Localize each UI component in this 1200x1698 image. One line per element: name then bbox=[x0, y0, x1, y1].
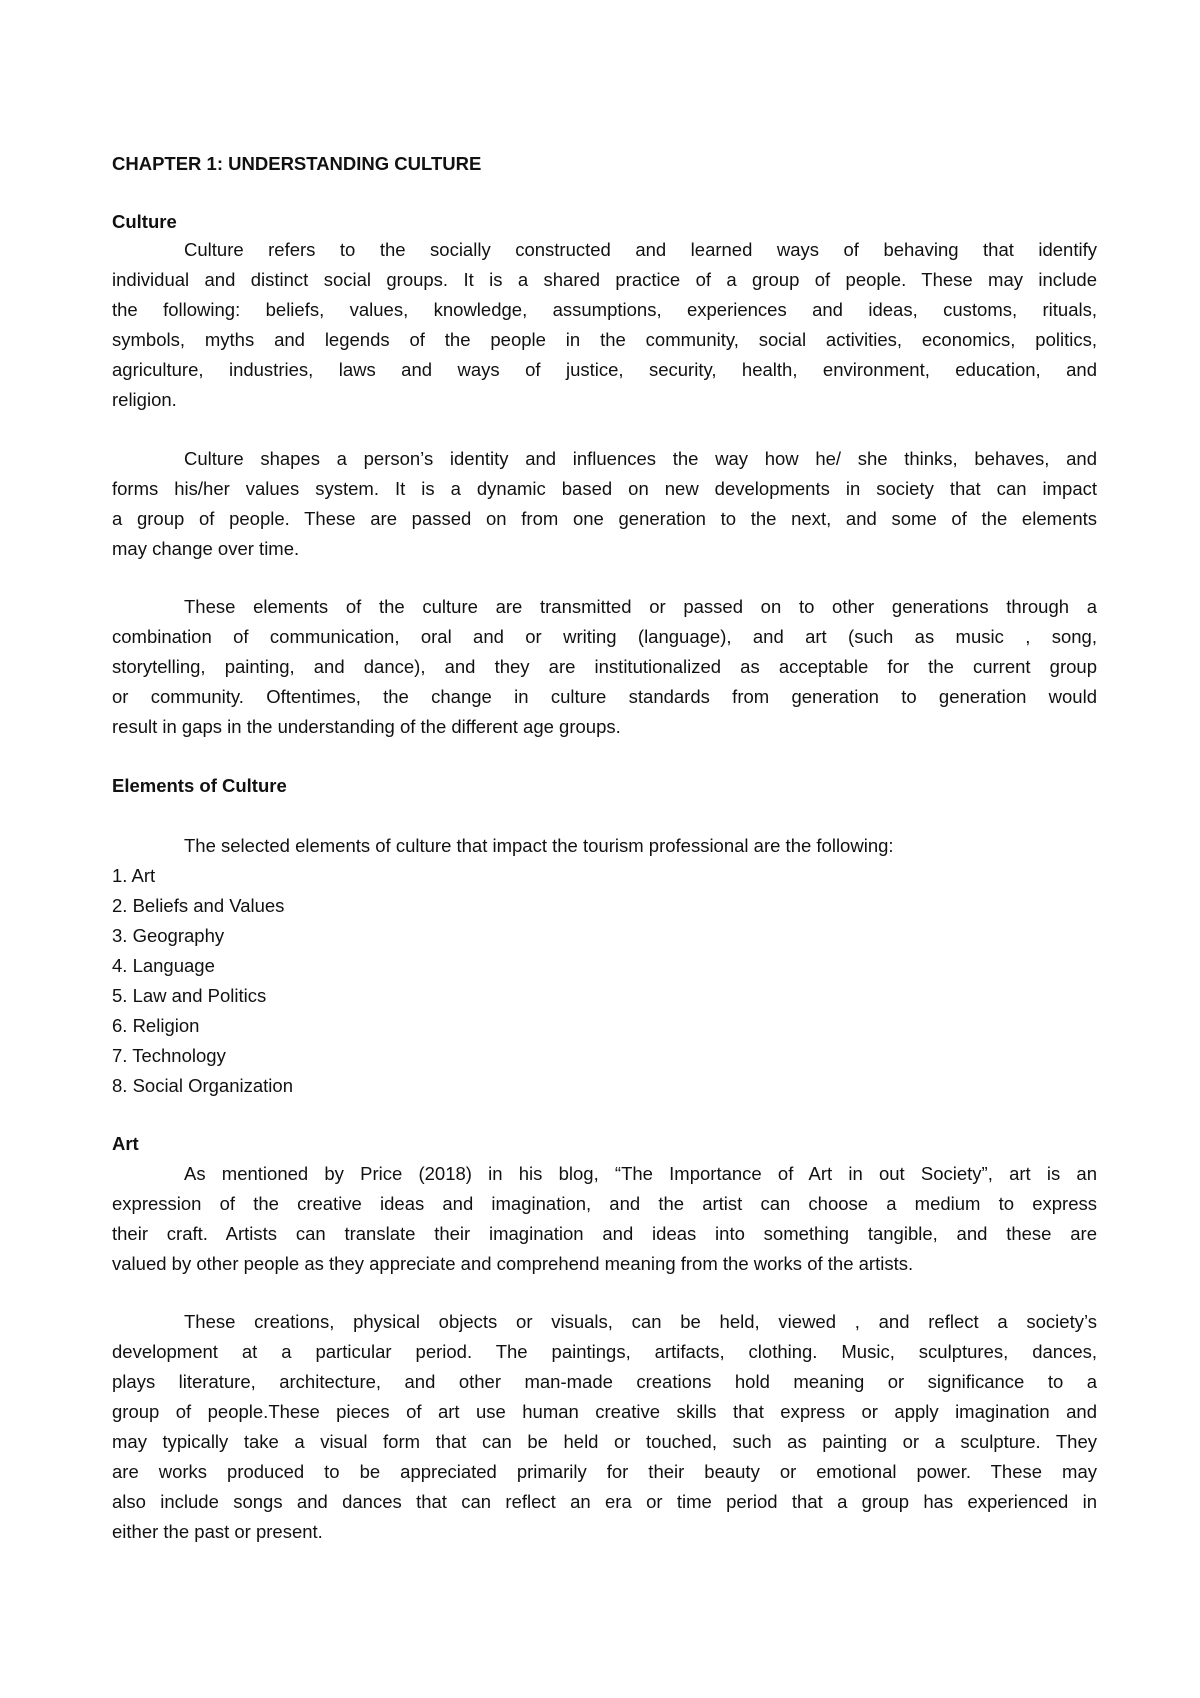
list-item: 2. Beliefs and Values bbox=[112, 895, 285, 916]
paragraph-line: valued by other people as they appreciate and comprehend meaning from the works of the artists. bbox=[112, 1253, 914, 1274]
paragraph-line: may change over time. bbox=[112, 538, 300, 559]
art-paragraph-1 bbox=[112, 1159, 1097, 1279]
list-item: 4. Language bbox=[112, 955, 215, 976]
art-paragraph-2 bbox=[112, 1307, 1097, 1547]
culture-paragraph-2 bbox=[112, 444, 1097, 564]
paragraph-line: symbols, myths and legends of the people in the community, social activities, economics, politics, bbox=[112, 329, 1097, 350]
paragraph-line: development at a particular period. The paintings, artifacts, clothing. Music, sculptures, dances, bbox=[112, 1341, 1097, 1362]
paragraph-line: are works produced to be appreciated primarily for their beauty or emotional power. These may bbox=[112, 1461, 1097, 1482]
paragraph-line: As mentioned by Price (2018) in his blog, “The Importance of Art in out Society”, art is an bbox=[184, 1163, 1097, 1184]
paragraph-line: the following: beliefs, values, knowledge, assumptions, experiences and ideas, customs, rituals, bbox=[112, 299, 1097, 320]
paragraph-line: or community. Oftentimes, the change in culture standards from generation to generation would bbox=[112, 686, 1097, 707]
paragraph-line: also include songs and dances that can reflect an era or time period that a group has experienced in bbox=[112, 1491, 1097, 1512]
list-item: 1. Art bbox=[112, 865, 156, 886]
paragraph-line: may typically take a visual form that can be held or touched, such as painting or a sculpture. They bbox=[112, 1431, 1097, 1452]
elements-list bbox=[112, 861, 1097, 1101]
paragraph-line: either the past or present. bbox=[112, 1521, 323, 1542]
paragraph-line: storytelling, painting, and dance), and they are institutionalized as acceptable for the current group bbox=[112, 656, 1097, 677]
list-item: 7. Technology bbox=[112, 1045, 226, 1066]
elements-intro: The selected elements of culture that impact the tourism professional are the following: bbox=[184, 835, 894, 856]
list-item: 8. Social Organization bbox=[112, 1075, 293, 1096]
paragraph-line: combination of communication, oral and or writing (language), and art (such as music , song, bbox=[112, 626, 1097, 647]
paragraph-line: plays literature, architecture, and other man-made creations hold meaning or significance to a bbox=[112, 1371, 1097, 1392]
paragraph-line: expression of the creative ideas and imagination, and the artist can choose a medium to express bbox=[112, 1193, 1097, 1214]
section-heading-elements: Elements of Culture bbox=[112, 775, 287, 796]
paragraph-line: result in gaps in the understanding of the different age groups. bbox=[112, 716, 621, 737]
list-item: 3. Geography bbox=[112, 925, 225, 946]
paragraph-line: forms his/her values system. It is a dynamic based on new developments in society that can impact bbox=[112, 478, 1097, 499]
paragraph-line: These elements of the culture are transmitted or passed on to other generations through a bbox=[184, 596, 1097, 617]
paragraph-line: religion. bbox=[112, 389, 177, 410]
paragraph-line: agriculture, industries, laws and ways of justice, security, health, environment, education, and bbox=[112, 359, 1097, 380]
section-heading-art: Art bbox=[112, 1133, 139, 1154]
paragraph-line: a group of people. These are passed on from one generation to the next, and some of the elements bbox=[112, 508, 1097, 529]
list-item: 5. Law and Politics bbox=[112, 985, 267, 1006]
list-item: 6. Religion bbox=[112, 1015, 200, 1036]
culture-paragraph-1 bbox=[112, 235, 1097, 415]
paragraph-line: group of people.These pieces of art use human creative skills that express or apply imagination and bbox=[112, 1401, 1097, 1422]
chapter-title: CHAPTER 1: UNDERSTANDING CULTURE bbox=[112, 153, 482, 174]
paragraph-line: These creations, physical objects or visuals, can be held, viewed , and reflect a society’s bbox=[184, 1311, 1097, 1332]
section-heading-culture: Culture bbox=[112, 211, 177, 232]
culture-paragraph-3 bbox=[112, 592, 1097, 742]
paragraph-line: Culture shapes a person’s identity and influences the way how he/ she thinks, behaves, and bbox=[184, 448, 1097, 469]
paragraph-line: their craft. Artists can translate their imagination and ideas into something tangible, and these are bbox=[112, 1223, 1097, 1244]
paragraph-line: individual and distinct social groups. It is a shared practice of a group of people. These may include bbox=[112, 269, 1097, 290]
paragraph-line: Culture refers to the socially constructed and learned ways of behaving that identify bbox=[184, 239, 1097, 260]
